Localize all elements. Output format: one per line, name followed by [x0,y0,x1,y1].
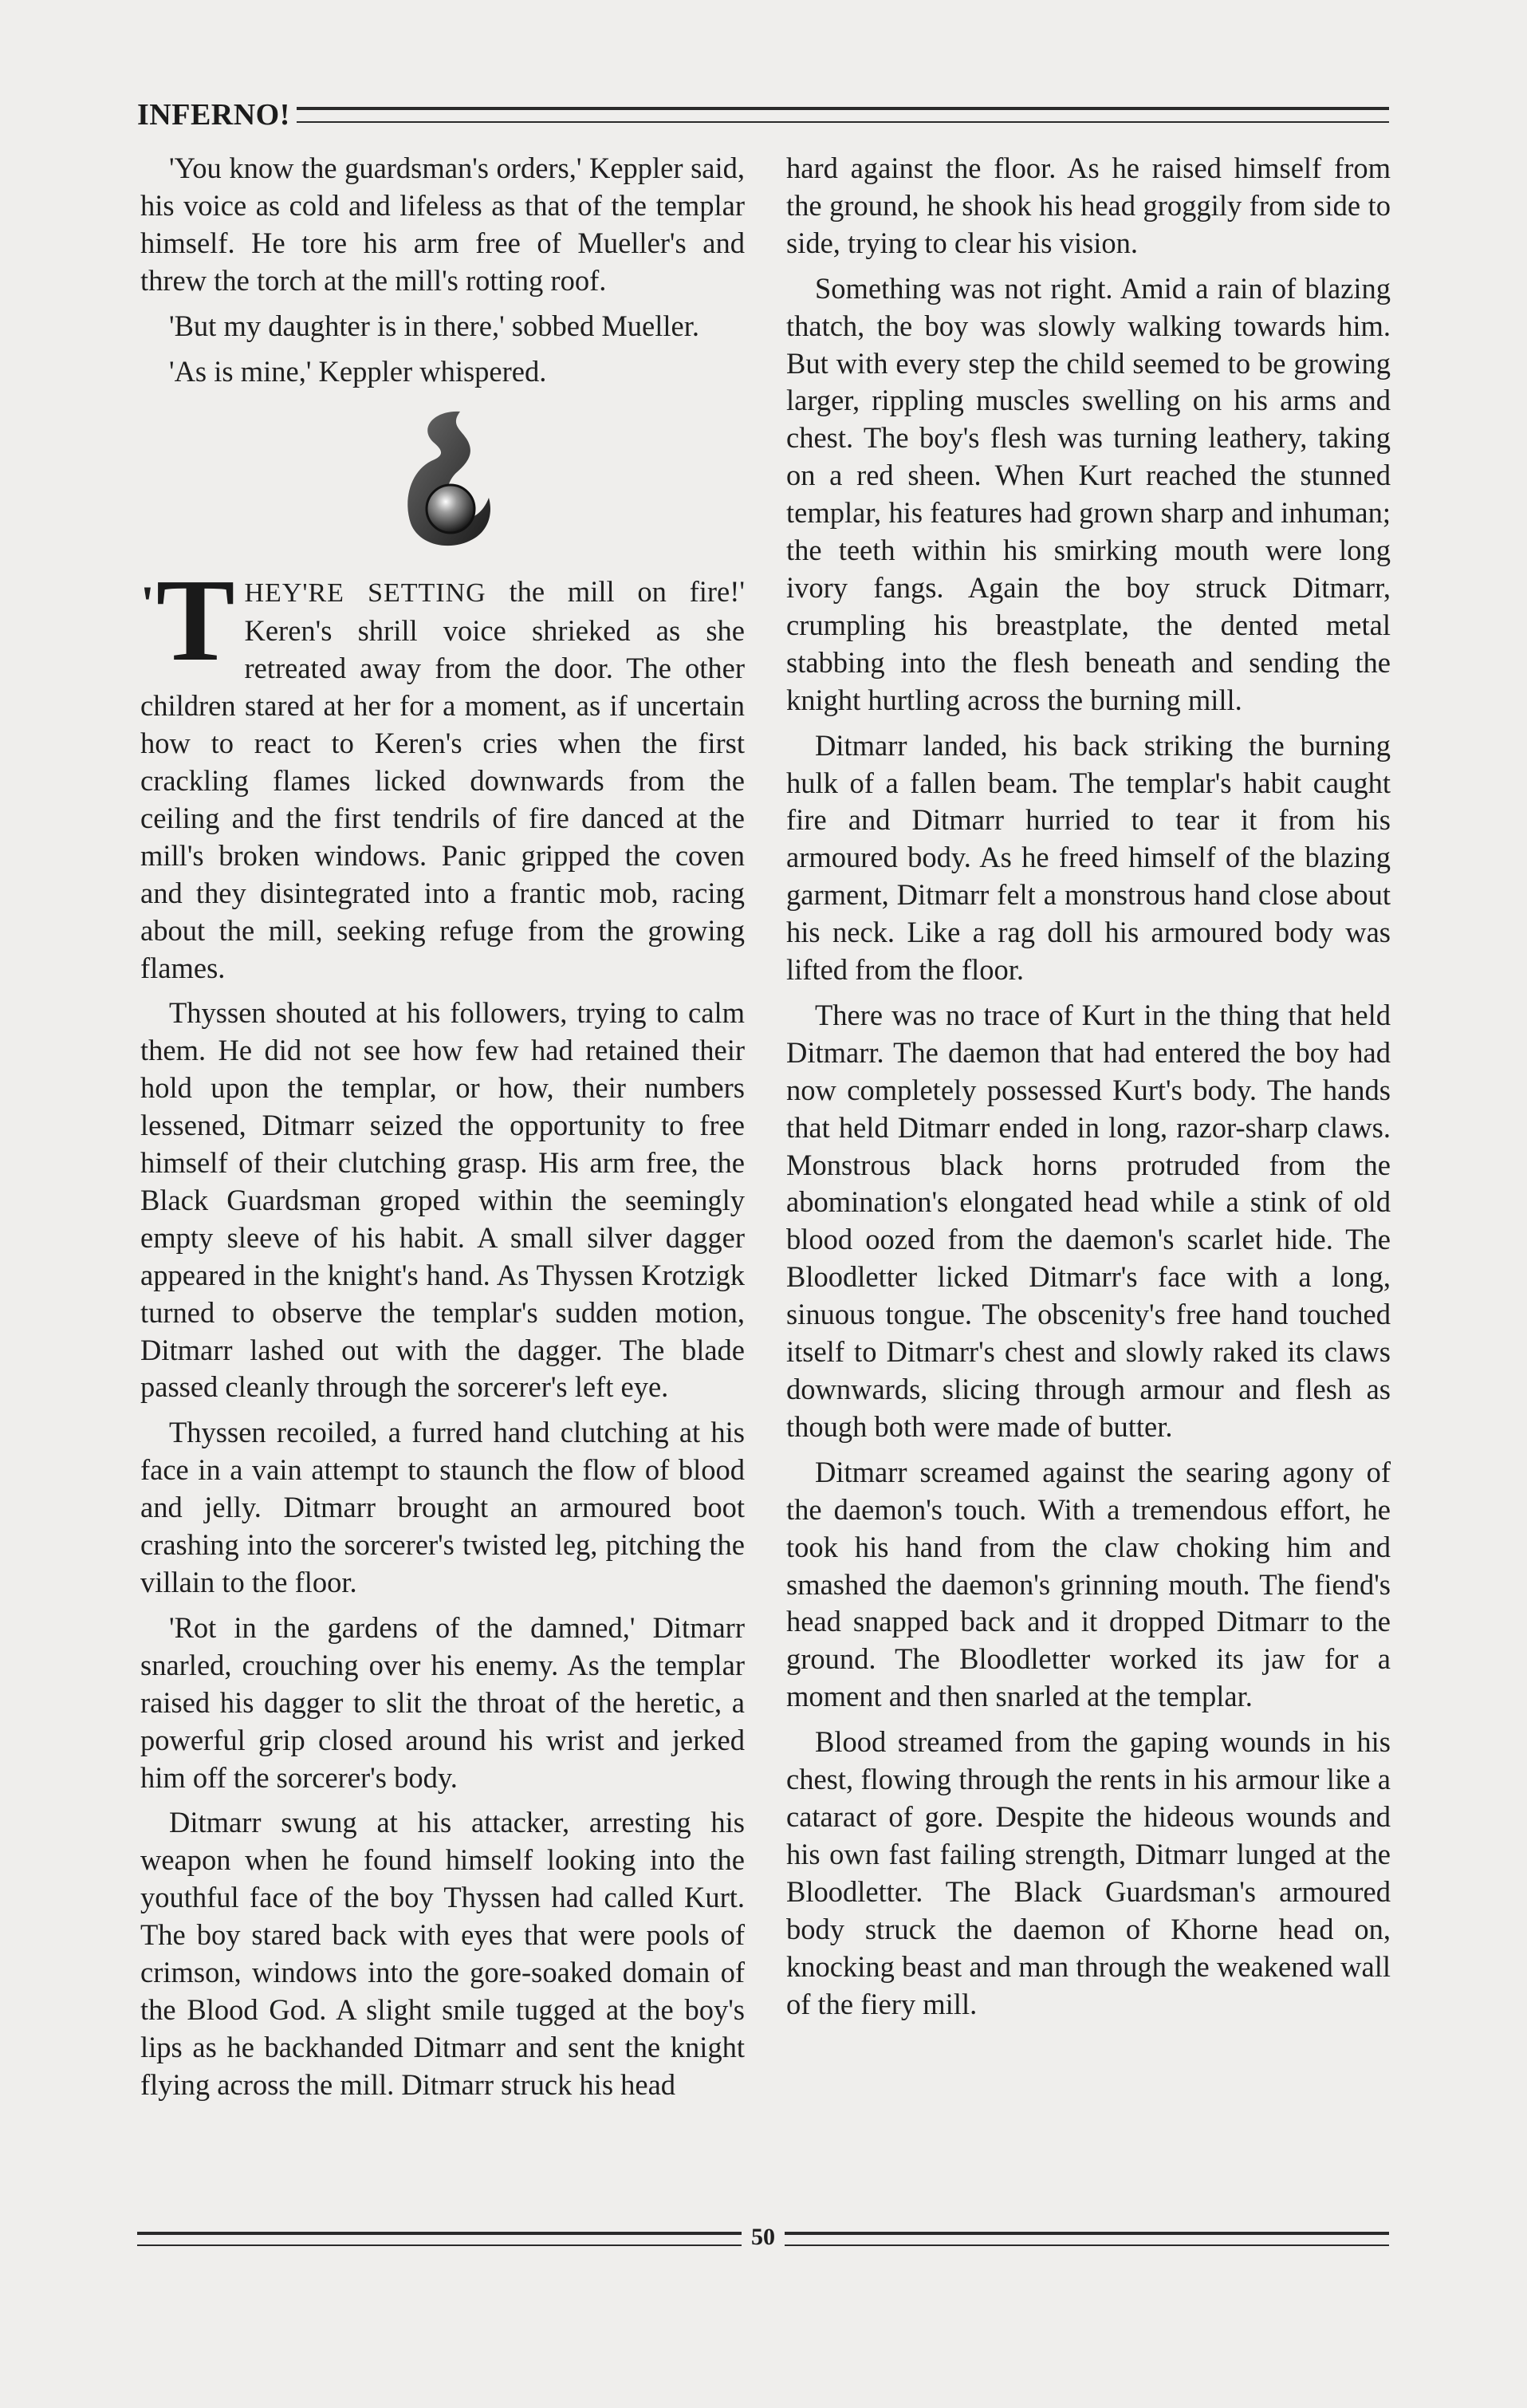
paragraph: There was no trace of Kurt in the thing that held Ditmarr. The daemon that had entered the boy had now completely possessed Kurt's body. The hands that held Ditmarr ended in long, razor-sharp claws. Monstrous black horns protruded from the abomination's elongated head while a stink of old blood oozed from the daemon's scarlet hide. The Bloodletter licked Ditmarr's face with a long, sinuous tongue. The obscenity's free hand touched itself to Ditmarr's chest and slowly raked its claws downwards, slicing through armour and flesh as though both were made of butter. [786,998,1391,1443]
header-rule [297,107,1389,123]
dropcap-smallcaps: HEY'RE SETTING [244,578,486,609]
paragraph: 'Rot in the gardens of the damned,' Ditmarr snarled, crouching over his enemy. As the templar raised his dagger to slit the throat of the heretic, a powerful grip closed around his wrist and jerked him off the sorcerer's body. [140,1610,745,1794]
paragraph: Ditmarr swung at his attacker, arresting his weapon when he found himself looking into the youthful face of the boy Thyssen had called Kurt. The boy stared back with eyes that were pools of crimson, windows into the gore-soaked domain of the Blood God. A slight smile tugged at the boy's lips as he backhanded Ditmarr and sent the knight flying across the mill. Ditmarr struck his head [140,1806,745,2101]
dropcap-letter: T [155,555,235,687]
page-footer [137,2224,1389,2251]
dropcap-quote: ' [140,575,155,633]
paragraph: 'As is mine,' Keppler whispered. [169,354,547,388]
paragraph: Ditmarr landed, his back striking the burning hulk of a fallen beam. The templar's habit caught fire and Ditmarr hurried to tear it from his armoured body. As he freed himself of the blazing garment, Ditmarr felt a monstrous hand close about his neck. Like a rag doll his armoured body was lifted from the floor. [786,728,1391,987]
paragraph: Blood streamed from the gaping wounds in his chest, flowing through the rents in his armour like a cataract of gore. Despite the hideous wounds and his own fast failing strength, Ditmarr lunged at the Bloodletter. The Black Guardsman's armoured body struck the daemon of Khorne head on, knocking beast and man through the weakened wall of the fiery mill. [786,1725,1391,2020]
paragraph: Thyssen shouted at his followers, trying to calm them. He did not see how few had retained their hold upon the templar, or how, their numbers lessened, Ditmarr seized the opportunity to free himself of their clutching grasp. His arm free, the Black Guardsman groped within the seemingly empty sleeve of his habit. A small silver dagger appeared in the knight's hand. As Thyssen Krotzigk turned to observe the templar's sudden motion, Ditmarr lashed out with the dagger. The blade passed cleanly through the sorcerer's left eye. [140,996,745,1404]
dropcap-rest: the mill on fire!' Keren's shrill voice shrieked as she retreated away from the door. The other children stared at her for a moment, as if uncertain how to react to Keren's cries when the first crackling flames licked downwards from the ceiling and the first tendrils of fire danced at the mill's broken windows. Panic gripped the coven and they disintegrated into a frantic mob, racing about the mill, seeking refuge from the growing flames. [140,575,745,984]
paragraph: Something was not right. Amid a rain of blazing thatch, the boy was slowly walking towards him. But with every step the child seemed to be growing larger, rippling muscles swelling on his arms and chest. The boy's flesh was turning leathery, taking on a red sheen. When Kurt reached the stunned templar, his features had grown sharp and inhuman; the teeth within his smirking mouth were long ivory fangs. Again the boy struck Ditmarr, crumpling his breastplate, the dented metal stabbing into the flesh beneath and sending the knight hurtling across the burning mill. [786,271,1391,716]
running-header [137,96,1389,134]
dropcap-paragraph [140,555,745,987]
chapter-title: INFERNO! [137,98,290,132]
paragraph: Thyssen recoiled, a furred hand clutching at his face in a vain attempt to staunch the flow of blood and jelly. Ditmarr brought an armoured boot crashing into the sorcerer's twisted leg, pitching the villain to the floor. [140,1416,745,1598]
paragraph: hard against the floor. As he raised himself from the ground, he shook his head groggily from side to side, trying to clear his vision. [786,152,1391,259]
paragraph: 'You know the guardsman's orders,' Keppler said, his voice as cold and lifeless as that of the templar himself. He tore his arm free of Mueller's and threw the torch at the mill's rotting roof. [140,152,745,297]
paragraph: Ditmarr screamed against the searing agony of the daemon's touch. With a tremendous effort, he took his hand from the claw choking him and smashed the daemon's grinning mouth. The fiend's head snapped back and it dropped Ditmarr to the ground. The Bloodletter worked its jaw for a moment and then snarled at the templar. [786,1455,1391,1713]
page-number: 50 [751,2224,775,2250]
footer-rule-right [785,2232,1389,2246]
footer-rule-left [137,2232,742,2246]
right-column [786,150,1391,2031]
left-column [140,150,745,2112]
paragraph: 'But my daughter is in there,' sobbed Mueller. [169,309,699,342]
flame-ornament-icon [140,400,745,559]
